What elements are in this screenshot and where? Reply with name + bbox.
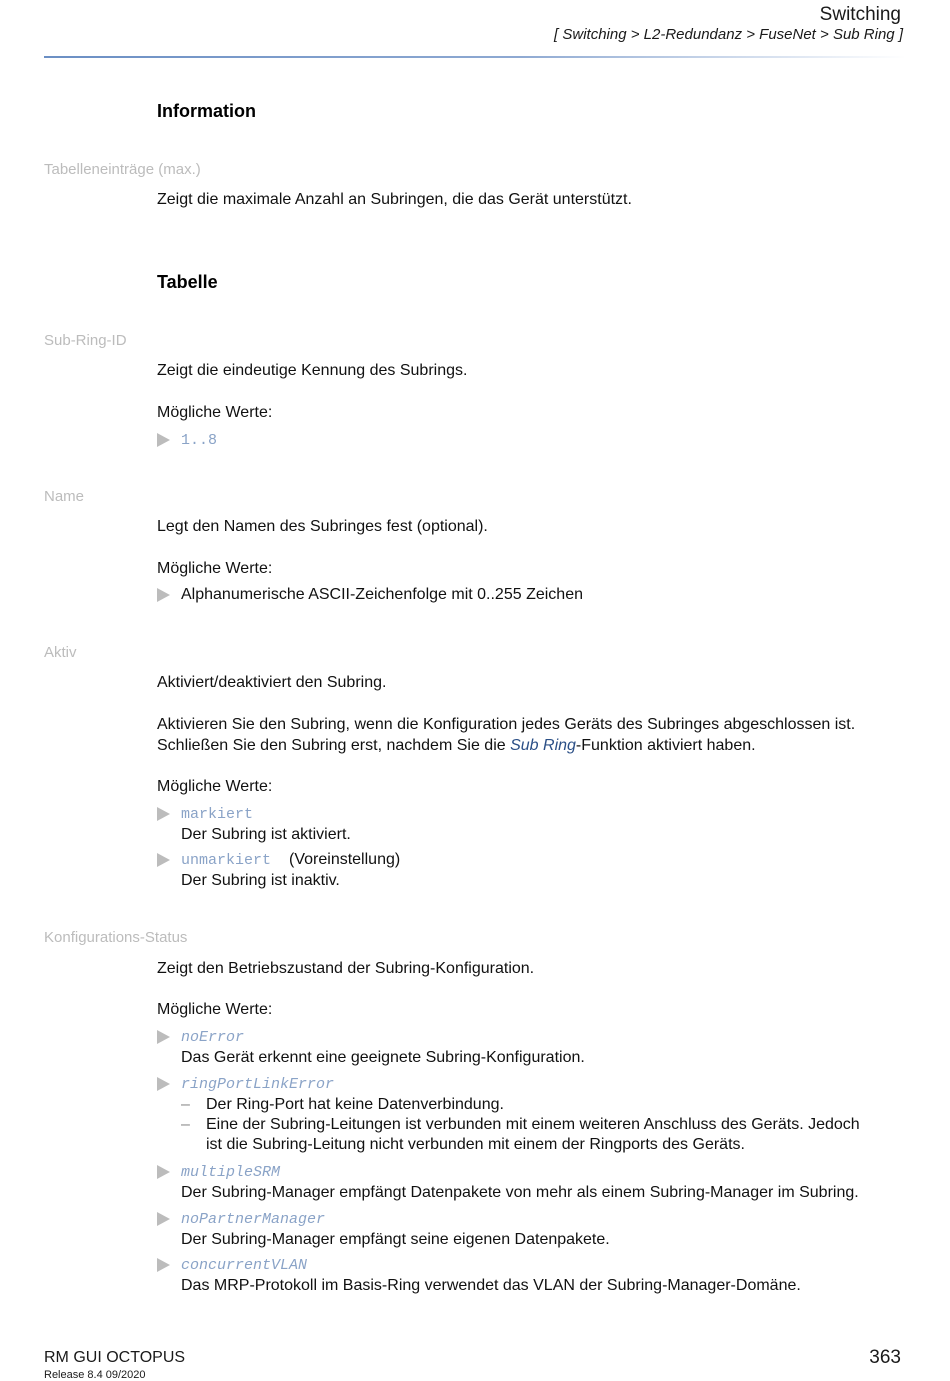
list-item	[157, 1074, 860, 1155]
possible-values-label: Mögliche Werte:	[157, 404, 273, 421]
value-text: Alphanumerische ASCII-Zeichenfolge mit 0..255 Zeichen	[181, 586, 583, 603]
header-title: Switching	[819, 4, 901, 25]
value-code: markiert	[181, 806, 254, 823]
list-item	[157, 1209, 610, 1250]
value-desc: Der Subring ist inaktiv.	[181, 872, 340, 889]
triangle-bullet-icon	[157, 1077, 170, 1091]
value-code: 1..8	[181, 432, 218, 449]
value-desc: Der Subring-Manager empfängt seine eigenen Datenpakete.	[181, 1231, 610, 1248]
value-code: unmarkiert	[181, 852, 272, 869]
section-heading-table: Tabelle	[157, 272, 218, 292]
value-desc: Das MRP-Protokoll im Basis-Ring verwendet das VLAN der Subring-Manager-Domäne.	[181, 1277, 801, 1294]
param-label-subring-id: Sub-Ring-ID	[44, 332, 127, 349]
sub-list-item: – Der Ring-Port hat keine Datenverbindung.	[181, 1096, 504, 1113]
note-line: Schließen Sie den Subring erst, nachdem Sie die Sub Ring-Funktion aktiviert haben.	[157, 737, 756, 754]
dash-bullet-icon: –	[181, 1116, 190, 1133]
default-marker: (Voreinstellung)	[289, 851, 401, 868]
list-item	[157, 804, 351, 845]
triangle-bullet-icon	[157, 1165, 170, 1179]
sub-list-item: – Eine der Subring-Leitungen ist verbunden mit einem weiteren Anschluss des Geräts. Jedoch ist die Subring-Leitung nicht verbunden mit einem der Ringports des Geräts.	[181, 1116, 860, 1153]
param-desc-subring-id: Zeigt die eindeutige Kennung des Subrings.	[157, 362, 468, 379]
value-code: concurrentVLAN	[181, 1257, 308, 1274]
value-desc: Das Gerät erkennt eine geeignete Subring-Konfiguration.	[181, 1049, 585, 1066]
param-label-config-status: Konfigurations-Status	[44, 929, 188, 946]
triangle-bullet-icon	[157, 807, 170, 821]
value-desc: Der Subring-Manager empfängt Datenpakete von mehr als einem Subring-Manager im Subring.	[181, 1184, 859, 1201]
possible-values-label: Mögliche Werte:	[157, 778, 273, 795]
sub-ring-function-reference: Sub Ring	[510, 737, 576, 754]
value-code: multipleSRM	[181, 1164, 281, 1181]
footer-product: RM GUI OCTOPUS	[44, 1349, 186, 1366]
param-label-name: Name	[44, 488, 85, 505]
value-desc: Der Subring ist aktiviert.	[181, 826, 351, 843]
list-item	[157, 1027, 585, 1068]
possible-values-label: Mögliche Werte:	[157, 1001, 273, 1018]
note-line: Aktivieren Sie den Subring, wenn die Konfiguration jedes Geräts des Subringes abgeschlossen ist.	[157, 716, 856, 733]
triangle-bullet-icon	[157, 1212, 170, 1226]
triangle-bullet-icon	[157, 588, 170, 602]
list-item	[157, 1162, 859, 1203]
list-item	[157, 585, 583, 605]
param-desc-active: Aktiviert/deaktiviert den Subring.	[157, 674, 387, 691]
triangle-bullet-icon	[157, 433, 170, 447]
header-divider	[44, 56, 906, 58]
page-number: 363	[869, 1347, 901, 1368]
param-desc-config-status: Zeigt den Betriebszustand der Subring-Konfiguration.	[157, 960, 535, 977]
value-code: noError	[181, 1029, 245, 1046]
triangle-bullet-icon	[157, 1258, 170, 1272]
footer-release: Release 8.4 09/2020	[44, 1369, 146, 1381]
triangle-bullet-icon	[157, 853, 170, 867]
param-note-active	[157, 714, 917, 756]
param-label-max-entries: Tabelleneinträge (max.)	[44, 161, 201, 178]
list-item	[157, 1255, 801, 1296]
section-heading-information: Information	[157, 101, 256, 121]
possible-values-label: Mögliche Werte:	[157, 560, 273, 577]
list-item	[157, 850, 400, 891]
dash-bullet-icon: –	[181, 1096, 190, 1113]
param-desc-max-entries: Zeigt die maximale Anzahl an Subringen, die das Gerät unterstützt.	[157, 191, 632, 208]
triangle-bullet-icon	[157, 1030, 170, 1044]
value-code: ringPortLinkError	[181, 1076, 335, 1093]
value-code: noPartnerManager	[181, 1211, 326, 1228]
breadcrumb: [ Switching > L2-Redundanz > FuseNet > Sub Ring ]	[554, 26, 903, 43]
list-item	[157, 430, 217, 451]
param-label-active: Aktiv	[44, 644, 77, 661]
param-desc-name: Legt den Namen des Subringes fest (optional).	[157, 518, 488, 535]
